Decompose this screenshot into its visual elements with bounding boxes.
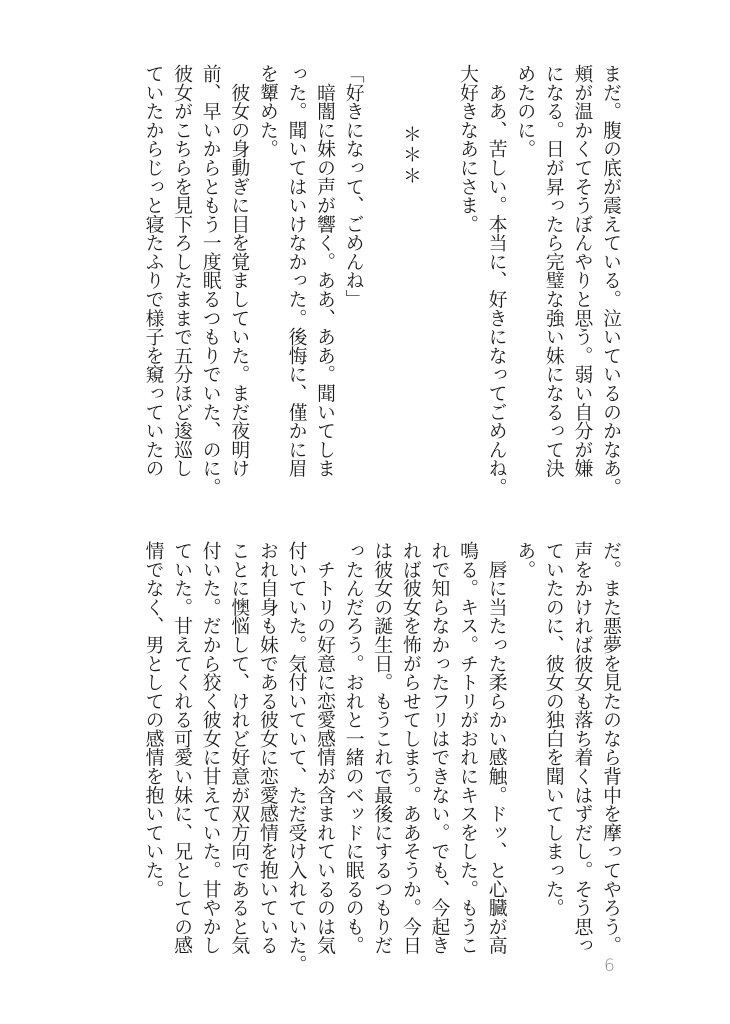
text-line: ていた。甘えてくれる可愛い妹に、兄としての感 [171,541,193,955]
text-line: 頬が温かくてそうぼんやりと思う。弱い自分が嫌 [571,64,593,478]
text-line [367,64,396,484]
text-line: 「好きになって、ごめんね」 [342,64,364,309]
text-line: ことに懊悩して、けれど好意が双方向であると気 [228,541,250,955]
text-block-bottom [138,541,624,974]
text-line: ああ、苦しい。本当に、好きになってごめんね。 [485,64,507,497]
text-line: は彼女の誕生日。もうこれで最後にするつもりだ [371,541,393,955]
text-line [424,64,453,484]
text-line: めたのに。 [514,64,536,158]
text-line: になる。日が昇ったら完璧な強い妹になるって決 [542,64,564,478]
section-separator: ＊＊＊ [399,124,421,187]
text-line: 声をかければ彼女も落ち着くはずだし。そう思っ [571,541,593,955]
page-number: 6 [604,956,615,976]
text-line: ったんだろう。おれと一緒のベッドに眠るのも。 [342,541,364,955]
text-line: 唇に当たった柔らかい感触。ドッ、と心臓が高 [485,541,507,955]
text-line: だ。また悪夢を見たのなら背中を摩ってやろう。 [600,541,621,955]
text-line: 付いた。だから狡く彼女に甘えていた。甘やかし [199,541,221,955]
text-line: った。聞いてはいけなかった。後悔に、僅かに眉 [285,64,307,478]
text-line: 鳴る。キス。チトリがおれにキスをした。もうこ [457,541,479,955]
text-line: 大好きなあにさま。 [457,64,479,234]
text-line: 付いていた。気付いていて、ただ受け入れていた。 [285,541,307,974]
text-line: れで知らなかったフリはできない。でも、今起き [428,541,450,955]
text-line: まだ。腹の底が震えている。泣いているのかなあ。 [600,64,621,497]
text-line: あ。 [514,541,536,579]
text-line: ていたからじっと寝たふりで様子を窺っていたの [142,64,164,478]
text-block-top [138,64,624,497]
text-line: ていたのに、彼女の独白を聞いてしまった。 [542,541,564,917]
text-line: を顰めた。 [256,64,278,158]
text-line: 彼女の身動ぎに目を覚ましていた。まだ夜明け [228,64,250,478]
text-line: 彼女がこちらを見下ろしたままで五分ほど逡巡し [171,64,193,478]
text-line: 前、早いからともう一度眠るつもりでいた、のに。 [199,64,221,497]
text-line: れば彼女を怖がらせてしまう。ああそうか。今日 [399,541,421,955]
text-line: 暗闇に妹の声が響く。ああ、ああ。聞いてしま [314,64,336,478]
text-line: おれ自身も妹である彼女に恋愛感情を抱いている [256,541,278,955]
text-line: チトリの好意に恋愛感情が含まれているのは気 [314,541,336,955]
text-line: 情でなく、男としての感情を抱いていた。 [142,541,164,899]
